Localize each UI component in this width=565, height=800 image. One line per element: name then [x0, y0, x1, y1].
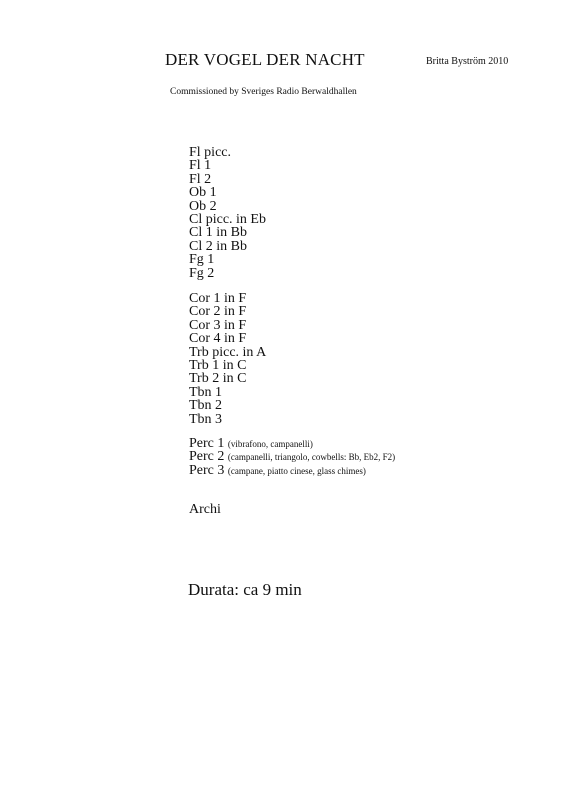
- percussion-detail: (campanelli, triangolo, cowbells: Bb, Eb2, F2): [227, 452, 396, 463]
- instrument-line: Cl 1 in Bb: [189, 225, 247, 241]
- instrument-line: Cor 1 in F: [189, 291, 247, 306]
- percussion-list: [189, 437, 395, 477]
- duration-line: Durata: ca 9 min: [188, 580, 302, 599]
- instrument-line: Tbn 1: [189, 384, 223, 400]
- commission-note: Commissioned by Sveriges Radio Berwaldhallen: [170, 87, 357, 97]
- instrument-line: Trb 1 in C: [189, 357, 247, 373]
- strings-line: Archi: [189, 502, 221, 517]
- instrument-line: Tbn 2: [189, 398, 223, 414]
- instrument-line: Fl 1: [189, 158, 212, 174]
- instrument-line: Fg 2: [189, 265, 215, 281]
- instrument-line: Fl picc.: [189, 145, 231, 160]
- percussion-line: [189, 464, 395, 477]
- instrument-line: Fg 1: [189, 252, 215, 268]
- instrument-line: Cl picc. in Eb: [189, 211, 266, 227]
- instrument-line: Cl 2 in Bb: [189, 238, 247, 254]
- instrument-line: Tbn 3: [189, 411, 223, 427]
- instrument-line: Ob 1: [189, 185, 217, 201]
- instrument-line: Cor 2 in F: [189, 304, 247, 320]
- instrument-line: Trb picc. in A: [189, 344, 267, 360]
- percussion-name: Perc 2: [189, 449, 225, 465]
- percussion-name: Perc 3: [189, 462, 225, 478]
- instrument-line: Cor 4 in F: [189, 331, 247, 347]
- percussion-detail: (vibrafono, campanelli): [227, 439, 313, 449]
- percussion-line: [189, 450, 395, 463]
- instrument-line: Fl 2: [189, 171, 212, 187]
- instrument-line: Trb 2 in C: [189, 371, 247, 387]
- composer-year: Britta Byström 2010: [426, 56, 509, 67]
- brass-list: [189, 292, 266, 426]
- instrument-line: Ob 2: [189, 198, 217, 214]
- woodwinds-list: [189, 146, 266, 280]
- instrument-line: Cor 3 in F: [189, 317, 247, 333]
- percussion-line: [189, 437, 395, 450]
- page-title: DER VOGEL DER NACHT: [165, 50, 365, 69]
- percussion-name: Perc 1: [189, 436, 225, 451]
- percussion-detail: (campane, piatto cinese, glass chimes): [227, 465, 366, 476]
